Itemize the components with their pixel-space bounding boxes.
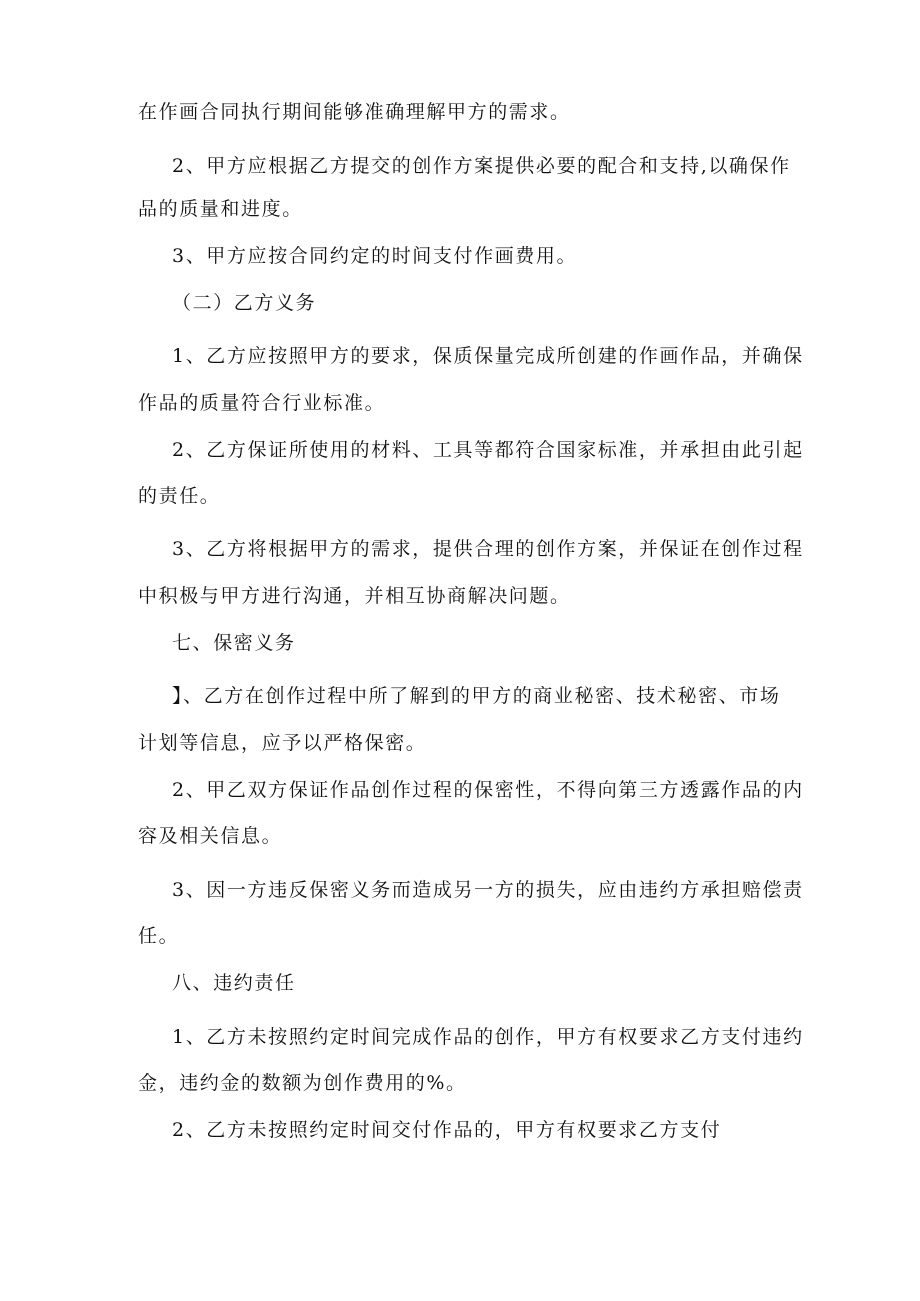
text-line: 2、甲乙双方保证作品创作过程的保密性，不得向第三方透露作品的内 bbox=[172, 779, 804, 801]
text-line: 1、乙方应按照甲方的要求，保质保量完成所创建的作画作品，并确保 bbox=[172, 345, 804, 367]
text-line: 的责任。 bbox=[138, 485, 221, 507]
text-line: 1、乙方未按照约定时间完成作品的创作，甲方有权要求乙方支付违约 bbox=[172, 1026, 804, 1048]
text-line: 2、乙方未按照约定时间交付作品的，甲方有权要求乙方支付 bbox=[172, 1119, 722, 1141]
section-heading: 八、违约责任 bbox=[172, 972, 296, 994]
text-line: 品的质量和进度。 bbox=[138, 198, 303, 220]
text-line: 3、因一方违反保密义务而造成另一方的损失，应由违约方承担赔偿责 bbox=[172, 879, 804, 901]
text-line: 中积极与甲方进行沟通，并相互协商解决问题。 bbox=[138, 585, 571, 607]
text-line: 金，违约金的数额为创作费用的%。 bbox=[138, 1072, 467, 1094]
text-line: 容及相关信息。 bbox=[138, 825, 283, 847]
section-heading: （二）乙方义务 bbox=[172, 292, 317, 314]
text-line: 2、乙方保证所使用的材料、工具等都符合国家标准，并承担由此引起 bbox=[172, 439, 804, 461]
text-line: 计划等信息，应予以严格保密。 bbox=[138, 732, 427, 754]
text-line: 】、乙方在创作过程中所了解到的甲方的商业秘密、技术秘密、市场 bbox=[172, 685, 781, 707]
text-line: 任。 bbox=[138, 925, 180, 947]
text-line: 3、乙方将根据甲方的需求，提供合理的创作方案，并保证在创作过程 bbox=[172, 538, 804, 560]
text-line: 2、甲方应根据乙方提交的创作方案提供必要的配合和支持,以确保作 bbox=[172, 155, 791, 177]
section-heading: 七、保密义务 bbox=[172, 632, 296, 654]
text-line: 3、甲方应按合同约定的时间支付作画费用。 bbox=[172, 245, 578, 267]
text-line: 在作画合同执行期间能够准确理解甲方的需求。 bbox=[138, 101, 571, 123]
text-line: 作品的质量符合行业标准。 bbox=[138, 392, 386, 414]
